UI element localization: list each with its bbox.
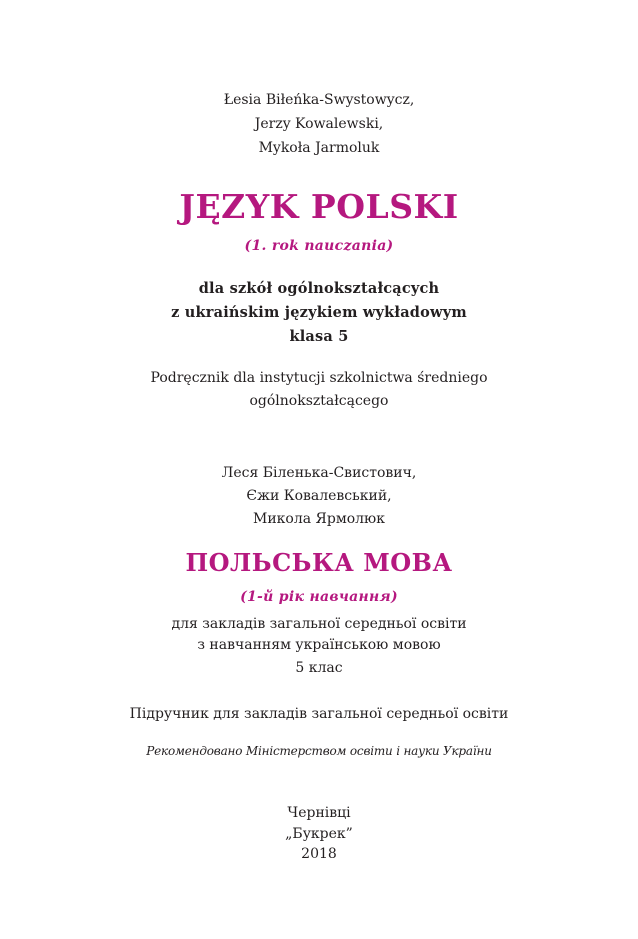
polish-audience-line-2: z ukraińskim językiem wykładowym xyxy=(171,304,467,321)
polish-author-2: Jerzy Kowalewski, xyxy=(254,116,384,132)
ukrainian-author-2: Єжи Ковалевський, xyxy=(246,488,392,504)
polish-author-1: Łesia Biłeńka-Swystowycz, xyxy=(223,92,415,108)
ukrainian-book-title: ПОЛЬСЬКА МОВА xyxy=(185,548,453,577)
polish-audience-line-1: dla szkół ogólnokształcących xyxy=(198,280,440,297)
imprint-publisher: „Букрек” xyxy=(285,826,353,842)
polish-textbook-line-2: ogólnokształcącego xyxy=(249,393,389,409)
ukrainian-grade: 5 клас xyxy=(295,660,343,676)
ministry-recommendation: Рекомендовано Міністерством освіти і науки України xyxy=(146,744,492,758)
imprint-city: Чернівці xyxy=(287,805,351,821)
ukrainian-author-1: Леся Біленька-Свистович, xyxy=(221,465,417,481)
ukrainian-audience-line-1: для закладів загальної середньої освіти xyxy=(171,616,467,632)
polish-author-3: Mykoła Jarmoluk xyxy=(258,140,380,156)
imprint-year: 2018 xyxy=(301,846,337,862)
polish-year-of-study: (1. rok nauczania) xyxy=(244,238,394,254)
ukrainian-author-3: Микола Ярмолюк xyxy=(253,511,385,527)
ukrainian-textbook-line: Підручник для закладів загальної середньої освіти xyxy=(129,706,509,722)
polish-grade: klasa 5 xyxy=(289,328,349,345)
ukrainian-year-of-study: (1-й рік навчання) xyxy=(240,589,398,605)
ukrainian-audience-line-2: з навчанням українською мовою xyxy=(197,637,441,653)
polish-book-title: JĘZYK POLSKI xyxy=(179,187,459,226)
polish-textbook-line-1: Podręcznik dla instytucji szkolnictwa średniego xyxy=(150,370,488,386)
